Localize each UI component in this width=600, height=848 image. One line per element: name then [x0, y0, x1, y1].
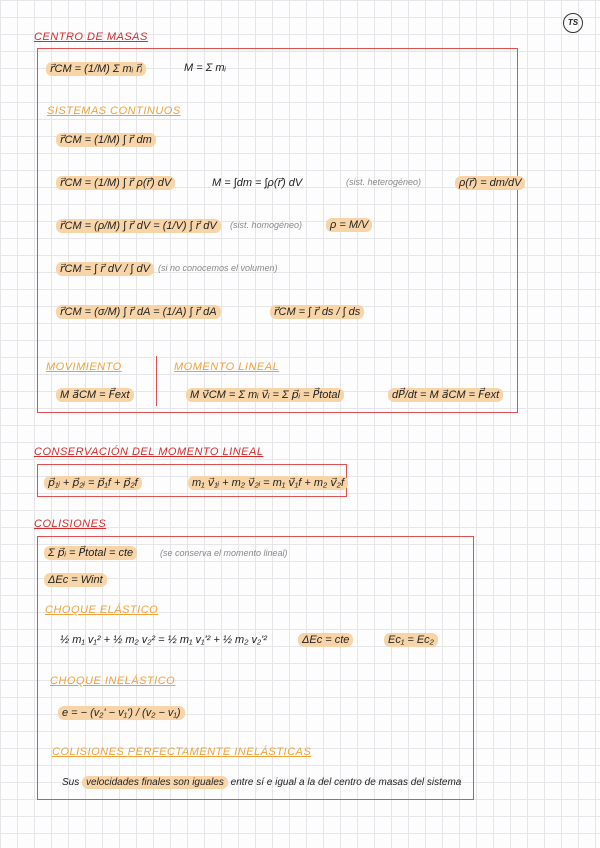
eq-total-mass: M = Σ mᵢ [184, 62, 226, 74]
section-title-conservacion: CONSERVACIÓN DEL MOMENTO LINEAL [34, 446, 264, 458]
eq-continuo-4: r⃗CM = ∫ r⃗ dV / ∫ dV [56, 262, 154, 276]
eq-momento-derivative: dP⃗/dt = M a⃗CM = F⃗ext [388, 388, 503, 402]
eq-density: ρ(r⃗) = dm/dV [455, 176, 525, 190]
eq-elastico-ec: Ec₁ = Ec₂ [384, 633, 438, 647]
eq-continuo-1: r⃗CM = (1/M) ∫ r⃗ dm [56, 133, 156, 147]
eq-continuo-3: r⃗CM = (ρ/M) ∫ r⃗ dV = (1/V) ∫ r⃗ dV [56, 219, 221, 233]
subtitle-movimiento: MOVIMIENTO [46, 361, 122, 373]
eq-movimiento: M a⃗CM = F⃗ext [56, 388, 134, 402]
subtitle-momento: MOMENTO LINEAL [174, 361, 280, 373]
subtitle-perfect-inelastic: COLISIONES PERFECTAMENTE INELÁSTICAS [52, 746, 312, 758]
eq-continuo-6: r⃗CM = ∫ r⃗ ds / ∫ ds [270, 305, 364, 319]
section-title-centro: CENTRO DE MASAS [34, 31, 148, 43]
text-highlight: velocidades finales son iguales [82, 776, 228, 789]
divider-line [156, 356, 157, 406]
text-post: entre sí e igual a la del centro de masas del sistema [230, 777, 462, 788]
text-pre: Sus [62, 777, 80, 788]
eq-continuo-2: r⃗CM = (1/M) ∫ r⃗ ρ(r⃗) dV [56, 176, 175, 190]
note-volumen: (si no conocemos el volumen) [158, 263, 278, 273]
eq-mass-integral: M = ∫dm = ∫ρ(r⃗) dV [212, 177, 303, 189]
eq-rcm-discrete: r⃗CM = (1/M) Σ mᵢ r⃗ᵢ [46, 62, 146, 76]
subtitle-inelastico: CHOQUE INELÁSTICO [50, 675, 176, 687]
eq-coef-restitucion: e = − (v₂' − v₁') / (v₂ − v₁) [58, 706, 185, 720]
note-homogeneo: (sist. homogéneo) [230, 220, 303, 230]
subtitle-elastico: CHOQUE ELÁSTICO [45, 604, 159, 616]
eq-continuo-5: r⃗CM = (σ/M) ∫ r⃗ dA = (1/A) ∫ r⃗ dA [56, 305, 221, 319]
eq-colision-conserva: Σ p⃗ᵢ = P⃗total = cte [44, 546, 137, 560]
eq-energy-work: ΔEc = Wint [44, 573, 107, 587]
eq-elastico-cte: ΔEc = cte [298, 633, 353, 647]
author-badge: TS [563, 13, 583, 33]
eq-elastico-energia: ½ m₁ v₁² + ½ m₂ v₂² = ½ m₁ v₁'² + ½ m₂ v₂'² [60, 634, 267, 646]
eq-density-homogeneous: ρ = M/V [326, 218, 372, 232]
eq-conservacion-p: p⃗₁ᵢ + p⃗₂ᵢ = p⃗₁f + p⃗₂f [44, 476, 142, 490]
note-heterogeneo: (sist. heterogéneo) [346, 177, 422, 187]
section-title-colisiones: COLISIONES [34, 518, 107, 530]
note-conserva-momento: (se conserva el momento lineal) [160, 548, 288, 558]
eq-momento: M v⃗CM = Σ mᵢ v⃗ᵢ = Σ p⃗ᵢ = P⃗total [186, 388, 344, 402]
eq-conservacion-mv: m₁ v⃗₁ᵢ + m₂ v⃗₂ᵢ = m₁ v⃗₁f + m₂ v⃗₂f [188, 476, 348, 490]
perfect-inelastic-text [62, 777, 461, 788]
subtitle-continuos: SISTEMAS CONTINUOS [47, 105, 181, 117]
